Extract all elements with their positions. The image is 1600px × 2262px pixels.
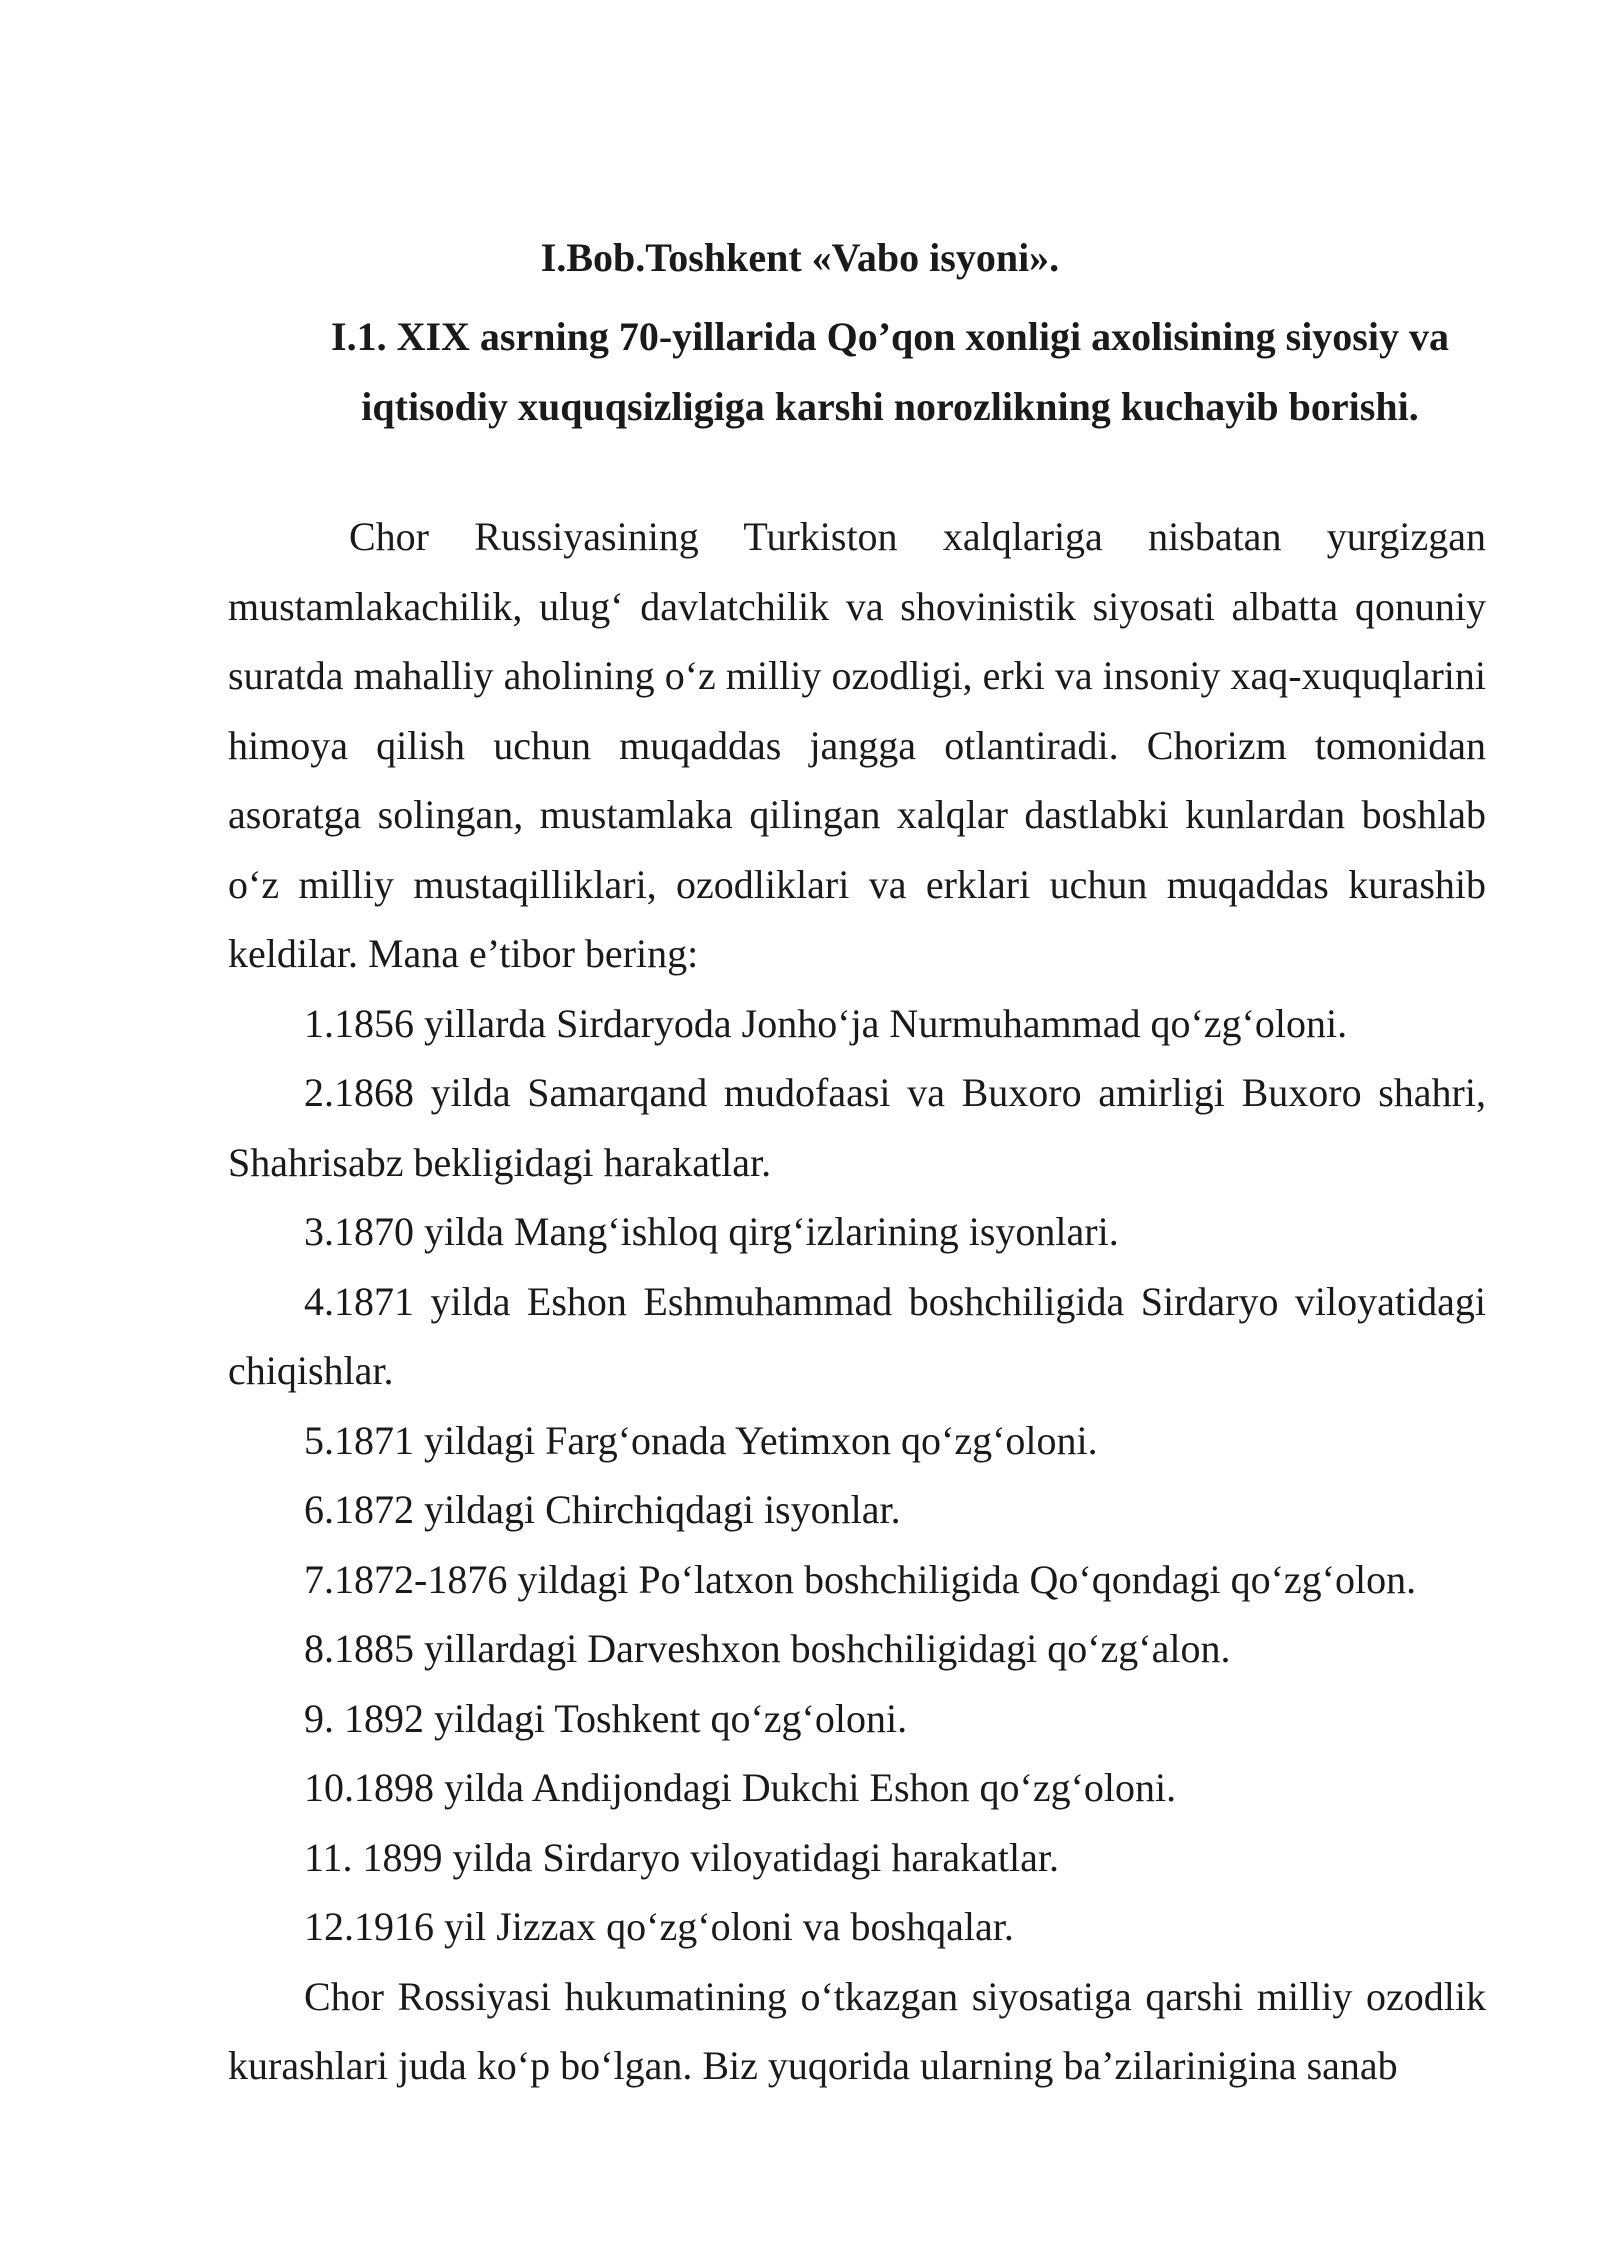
body-text	[228, 502, 1486, 2101]
closing-paragraph: Chor Rossiyasi hukumatining o‘tkazgan siyosatiga qarshi milliy ozodlik kurashlari juda ko‘p bo‘lgan. Biz yuqorida ularning ba’zilarinigina sanab	[228, 1973, 1486, 2088]
list-item: 7.1872-1876 yildagi Po‘latxon boshchiligida Qo‘qondagi qo‘zg‘olon.	[304, 1556, 1417, 1602]
list-item: 6.1872 yildagi Chirchiqdagi isyonlar.	[304, 1487, 901, 1532]
list-item: 3.1870 yilda Mang‘ishloq qirg‘izlarining isyonlari.	[304, 1209, 1119, 1254]
section-title: I.1. XIX asrning 70-yillarida Qo’qon xonligi axolisining siyosiy va iqtisodiy xuquqsizligiga karshi norozlikning kuchayib borishi.	[331, 314, 1449, 429]
list-item: 10.1898 yilda Andijondagi Dukchi Eshon qo‘zg‘oloni.	[304, 1765, 1177, 1810]
list-item: 5.1871 yildagi Farg‘onada Yetimxon qo‘zg‘oloni.	[304, 1417, 1098, 1463]
uprisings-list	[228, 989, 1486, 1962]
intro-paragraph: Chor Russiyasining Turkiston xalqlariga nisbatan yurgizgan mustamlakachilik, ulug‘ davlatchilik va shovinistik siyosati albatta qonuniy suratda mahalliy aholining o‘z milliy ozodligi, erki va insoniy xaq-xuquqlarini himoya qilish uchun muqaddas jangga otlantiradi. Chorizm tomonidan asoratga solingan, mustamlaka qilingan xalqlar dastlabki kunlardan boshlab o‘z milliy mustaqilliklari, ozodliklari va erklari uchun muqaddas kurashib keldilar. Mana e’tibor bering:	[228, 514, 1486, 976]
list-item: 2.1868 yilda Samarqand mudofaasi va Buxoro amirligi Buxoro shahri, Shahrisabz bekligidagi harakatlar.	[228, 1070, 1486, 1185]
list-item: 11. 1899 yilda Sirdaryo viloyatidagi harakatlar.	[304, 1834, 1059, 1880]
list-item: 1.1856 yillarda Sirdaryoda Jonho‘ja Nurmuhammad qo‘zg‘oloni.	[304, 1000, 1348, 1046]
list-item: 9. 1892 yildagi Toshkent qo‘zg‘oloni.	[304, 1695, 908, 1741]
list-item: 12.1916 yil Jizzax qo‘zg‘oloni va boshqalar.	[304, 1904, 1014, 1949]
list-item: 4.1871 yilda Eshon Eshmuhammad boshchiligida Sirdaryo viloyatidagi chiqishlar.	[228, 1278, 1486, 1393]
chapter-title: I.Bob.Toshkent «Vabo isyoni».	[540, 235, 1060, 280]
list-item: 8.1885 yillardagi Darveshxon boshchiligidagi qo‘zg‘alon.	[304, 1626, 1231, 1671]
